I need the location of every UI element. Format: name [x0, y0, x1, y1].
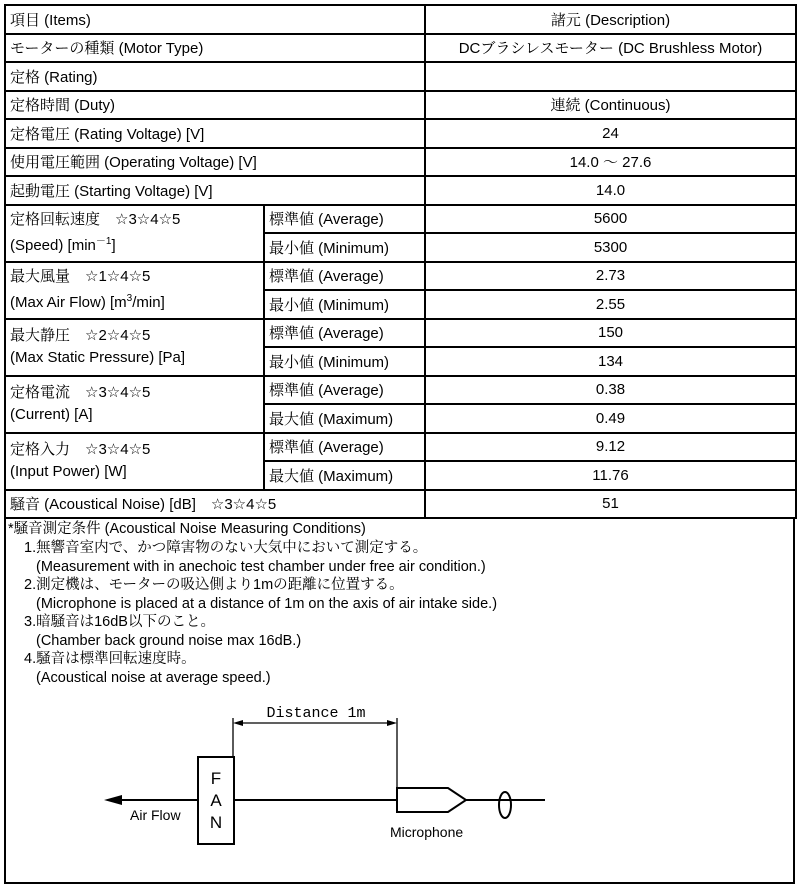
airflow-average-label: 標準値 (Average) [264, 262, 425, 291]
airflow-unit-sup: 3 [126, 293, 133, 304]
distance-label: Distance 1m [266, 705, 366, 722]
rating-voltage-label: 定格電圧 (Rating Voltage) [V] [5, 119, 425, 148]
header-description-cell: 諸元 (Description) [425, 5, 796, 34]
cable-loop-icon [499, 792, 511, 818]
airflow-minimum-label: 最小値 (Minimum) [264, 290, 425, 319]
airflow-minimum-value: 2.55 [425, 290, 796, 319]
condition-1-en: (Measurement with in anechoic test chamber under free air condition.) [36, 559, 486, 575]
operating-voltage-label: 使用電圧範囲 (Operating Voltage) [V] [5, 148, 425, 177]
speed-unit-b: ] [111, 237, 116, 254]
condition-2-en: (Microphone is placed at a distance of 1m on the axis of air intake side.) [36, 596, 498, 612]
power-maximum-value: 11.76 [425, 461, 796, 490]
fan-letter-a: A [210, 791, 222, 810]
current-maximum-value: 0.49 [425, 404, 796, 433]
distance-arrow-left-icon [233, 720, 243, 726]
conditions-title: *騒音測定条件 (Acoustical Noise Measuring Conditions) [8, 521, 366, 537]
condition-3-jp: 3.暗騒音は16dB以下のこと。 [24, 614, 215, 630]
speed-minimum-value: 5300 [425, 233, 796, 262]
pressure-minimum-value: 134 [425, 347, 796, 376]
noise-label: 騒音 (Acoustical Noise) [dB] ☆3☆4☆5 [5, 490, 425, 519]
speed-unit-a: (Speed) [min [10, 237, 96, 254]
speed-label-jp: 定格回転速度 ☆3☆4☆5 [10, 211, 181, 228]
motor-type-value: DCブラシレスモーター (DC Brushless Motor) [425, 34, 796, 63]
condition-4-en: (Acoustical noise at average speed.) [36, 670, 271, 686]
motor-type-label: モーターの種類 (Motor Type) [5, 34, 425, 63]
speed-minimum-label: 最小値 (Minimum) [264, 233, 425, 262]
airflow-arrow-icon [104, 795, 122, 805]
airflow-label: Air Flow [130, 807, 181, 823]
microphone-label: Microphone [390, 824, 464, 840]
power-label-jp: 定格入力 ☆3☆4☆5 [10, 441, 151, 458]
noise-value: 51 [425, 490, 796, 519]
condition-3-en: (Chamber back ground noise max 16dB.) [36, 633, 302, 649]
current-label-jp: 定格電流 ☆3☆4☆5 [10, 384, 151, 401]
speed-average-value: 5600 [425, 205, 796, 234]
airflow-unit-b: /min] [132, 294, 165, 311]
power-label-en: (Input Power) [W] [10, 463, 127, 480]
current-average-value: 0.38 [425, 376, 796, 405]
pressure-average-value: 150 [425, 319, 796, 348]
condition-2-jp: 2.測定機は、モーターの吸込側より1mの距離に位置する。 [24, 577, 404, 593]
operating-voltage-value: 14.0 ～ 27.6 [425, 148, 796, 177]
current-average-label: 標準値 (Average) [264, 376, 425, 405]
power-average-label: 標準値 (Average) [264, 433, 425, 462]
starting-voltage-value: 14.0 [425, 176, 796, 205]
current-label-en: (Current) [A] [10, 406, 93, 423]
speed-unit-sup: －1 [95, 236, 112, 247]
pressure-average-label: 標準値 (Average) [264, 319, 425, 348]
pressure-label-jp: 最大静圧 ☆2☆4☆5 [10, 327, 151, 344]
distance-arrow-right-icon [387, 720, 397, 726]
condition-4-jp: 4.騒音は標準回転速度時。 [24, 651, 196, 667]
fan-letter-f: F [210, 769, 222, 788]
rating-voltage-value: 24 [425, 119, 796, 148]
power-average-value: 9.12 [425, 433, 796, 462]
current-maximum-label: 最大値 (Maximum) [264, 404, 425, 433]
fan-letter-n: N [209, 813, 223, 832]
header-items-cell: 項目 (Items) [5, 5, 425, 34]
rating-label: 定格 (Rating) [5, 62, 425, 91]
airflow-label-jp: 最大風量 ☆1☆4☆5 [10, 268, 151, 285]
duty-label: 定格時間 (Duty) [5, 91, 425, 120]
pressure-minimum-label: 最小値 (Minimum) [264, 347, 425, 376]
airflow-average-value: 2.73 [425, 262, 796, 291]
duty-value: 連続 (Continuous) [425, 91, 796, 120]
airflow-unit-a: (Max Air Flow) [m [10, 294, 127, 311]
pressure-label-en: (Max Static Pressure) [Pa] [10, 349, 186, 366]
condition-1-jp: 1.無響音室内で、かつ障害物のない大気中において測定する。 [24, 540, 428, 556]
power-maximum-label: 最大値 (Maximum) [264, 461, 425, 490]
microphone-icon [397, 788, 466, 812]
starting-voltage-label: 起動電圧 (Starting Voltage) [V] [5, 176, 425, 205]
speed-average-label: 標準値 (Average) [264, 205, 425, 234]
